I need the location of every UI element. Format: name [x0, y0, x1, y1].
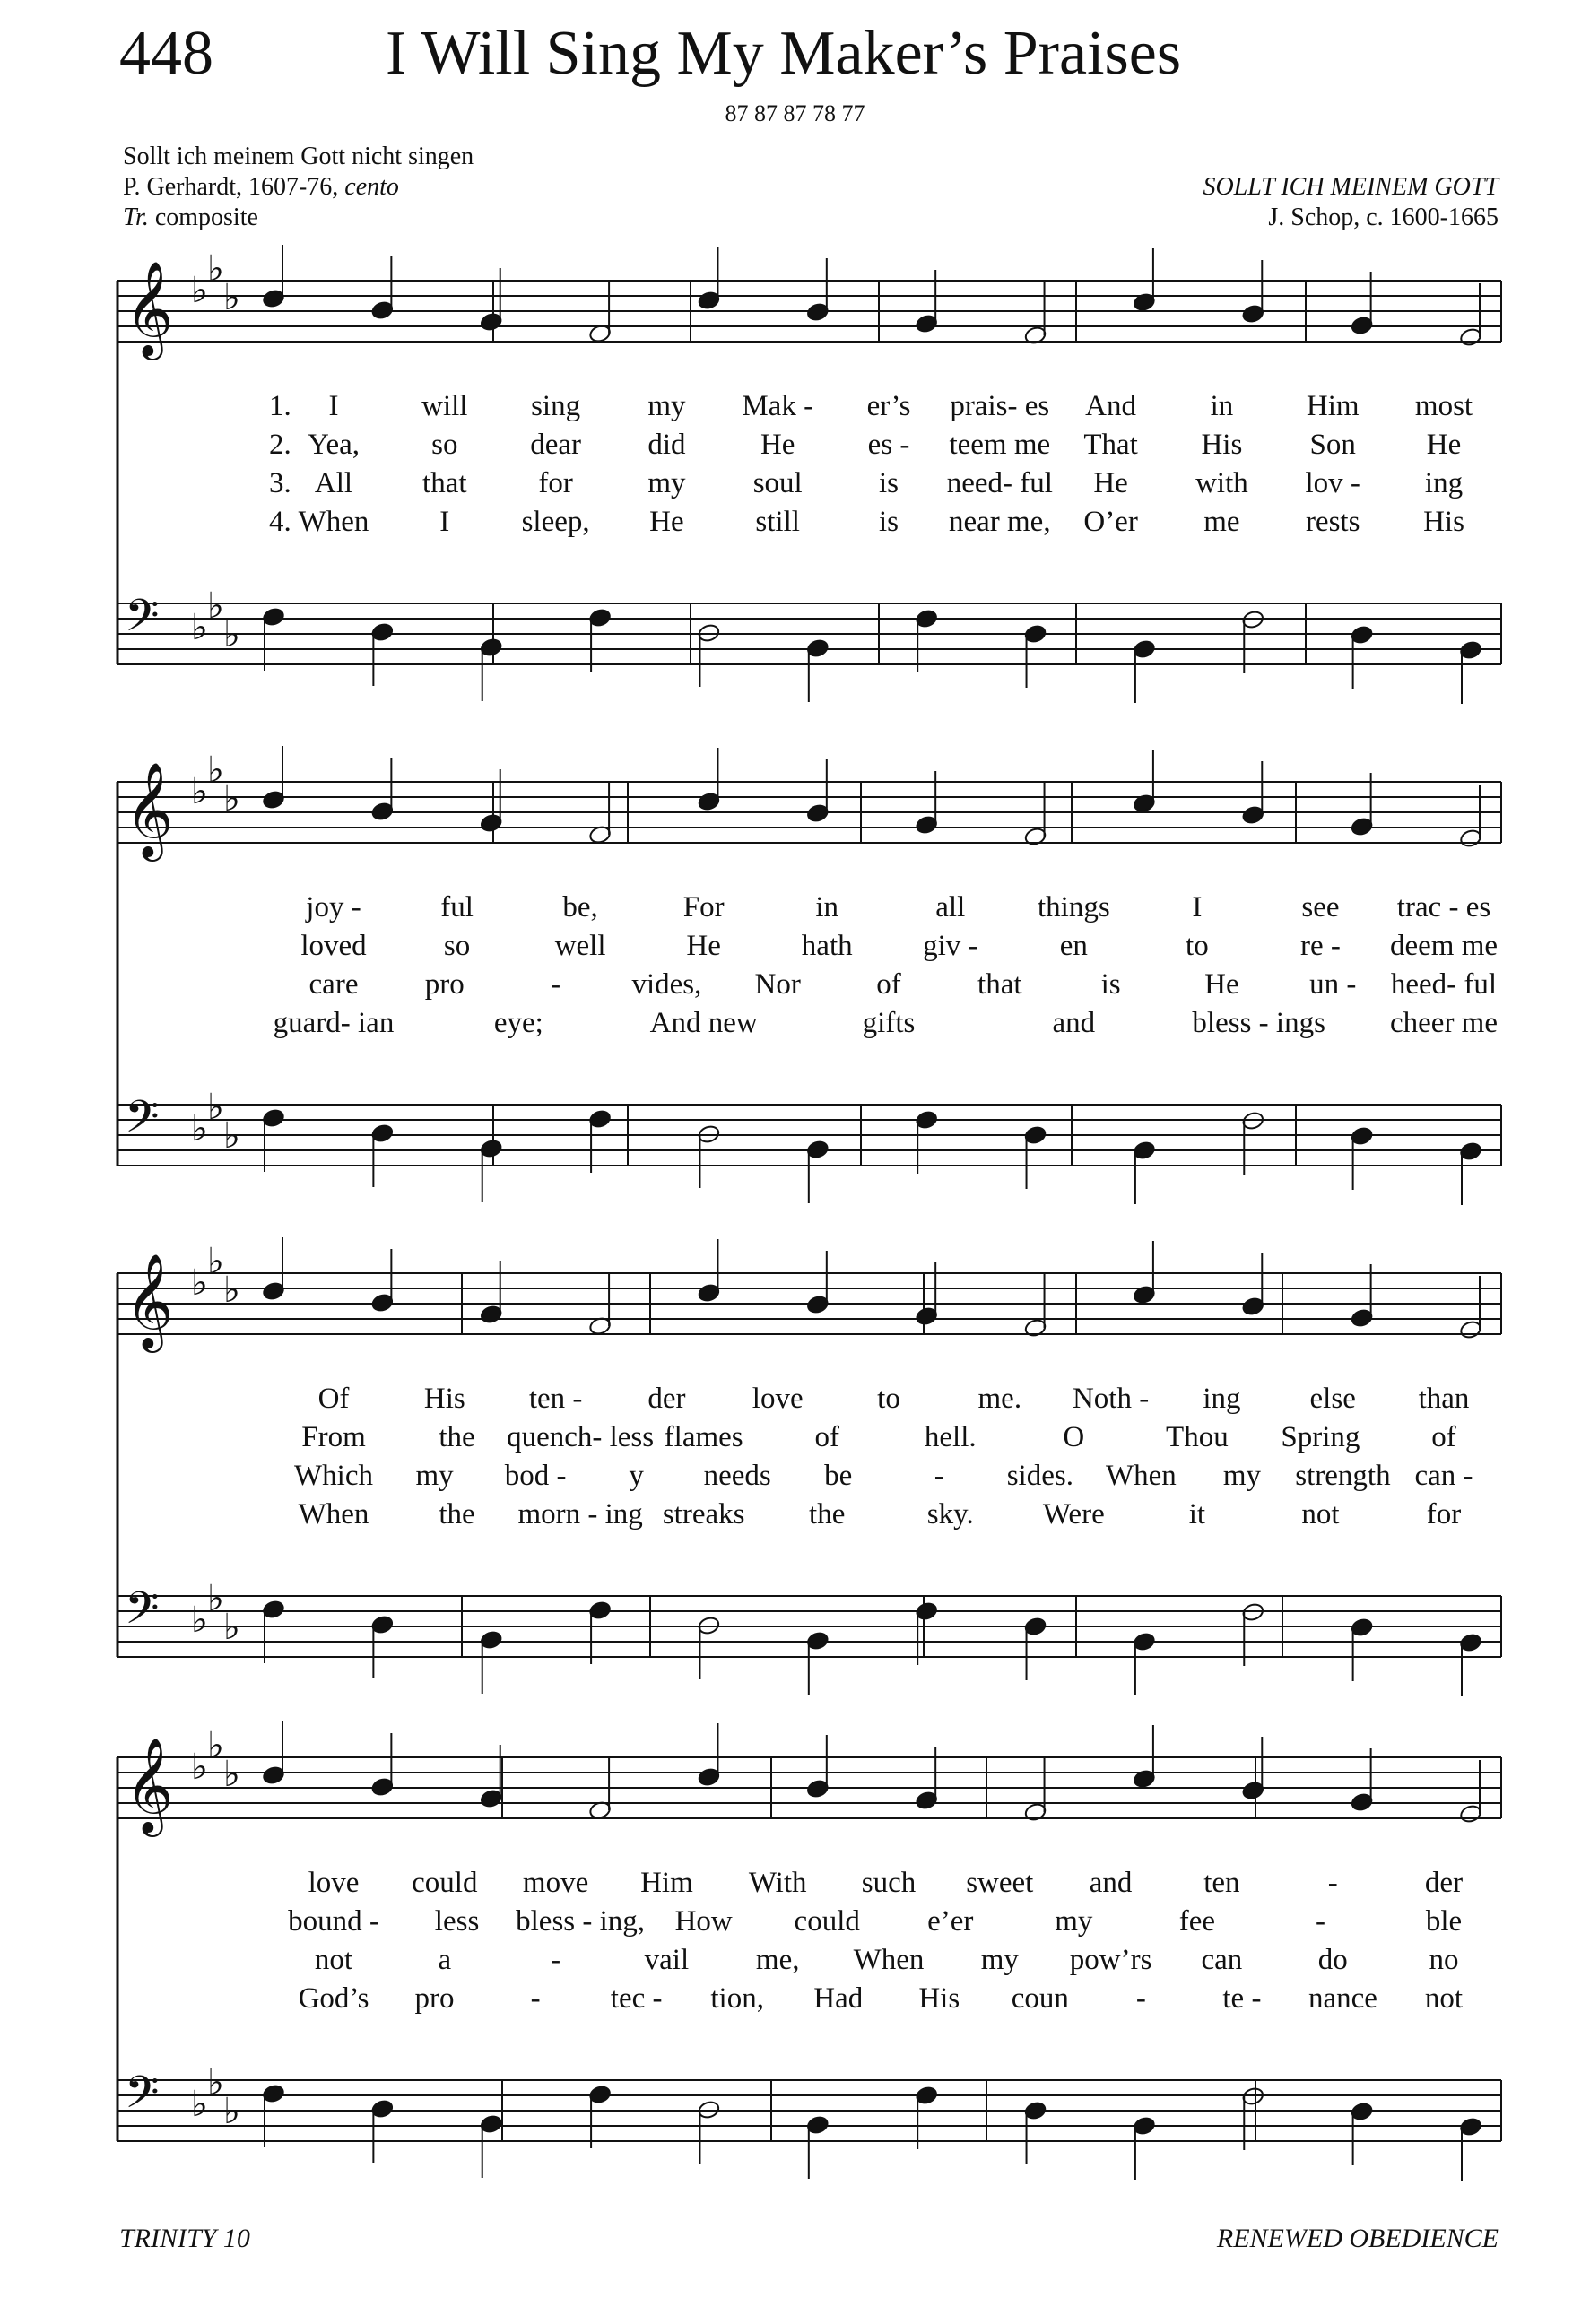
lyric-syllable: me. — [977, 1383, 1022, 1415]
lyric-syllable: bless - ings — [1192, 1007, 1325, 1039]
lyric-syllable: sky. — [926, 1498, 974, 1531]
lyric-syllable: move — [522, 1867, 589, 1899]
lyric-syllable: tion, — [710, 1982, 764, 2015]
lyric-syllable: All — [314, 467, 353, 499]
flat-icon: ♭ — [207, 585, 224, 627]
lyric-syllable: - — [1327, 1867, 1338, 1899]
lyric-syllable: my — [647, 390, 686, 422]
lyric-syllable: else — [1309, 1383, 1356, 1415]
lyric-syllable: it — [1188, 1498, 1206, 1531]
lyric-syllable: - — [1135, 1982, 1146, 2015]
lyric-syllable: ing — [1424, 467, 1464, 499]
lyric-syllable: lov - — [1305, 467, 1360, 499]
lyric-syllable: - — [551, 1944, 561, 1976]
lyric-syllable: the — [439, 1498, 475, 1531]
flat-icon: ♭ — [207, 1578, 224, 1619]
flat-icon: ♭ — [191, 270, 208, 311]
lyric-syllable: ful — [440, 891, 474, 924]
lyric-syllable: can — [1201, 1944, 1243, 1976]
lyric-syllable: see — [1301, 891, 1340, 924]
lyric-syllable: guard- ian — [273, 1007, 395, 1039]
flat-icon: ♭ — [207, 1087, 224, 1128]
lyric-syllable: Which — [294, 1460, 373, 1492]
flat-icon: ♭ — [191, 1262, 208, 1304]
lyric-syllable: te - — [1222, 1982, 1262, 2015]
flat-icon: ♭ — [191, 607, 208, 648]
translation-prefix: Tr. — [123, 204, 149, 231]
lyric-syllable: pro — [424, 968, 465, 1001]
flat-icon: ♭ — [223, 277, 240, 318]
lyric-syllable: be — [824, 1460, 853, 1492]
lyric-syllable: my — [415, 1460, 454, 1492]
lyric-syllable: so — [443, 930, 471, 962]
lyric-syllable: soul — [752, 467, 803, 499]
lyric-syllable: my — [1222, 1460, 1261, 1492]
lyric-syllable: Yea, — [307, 429, 361, 461]
lyric-syllable: the — [439, 1421, 475, 1453]
lyric-syllable: O — [1063, 1421, 1085, 1453]
lyric-syllable: He — [760, 429, 795, 461]
lyric-syllable: der — [1424, 1867, 1464, 1899]
lyric-syllable: things — [1037, 891, 1110, 924]
tune-name: SOLLT ICH MEINEM GOTT — [1203, 173, 1499, 201]
lyric-syllable: Spring — [1281, 1421, 1360, 1453]
lyric-syllable: heed- ful — [1390, 968, 1498, 1001]
lyric-syllable: needs — [703, 1460, 771, 1492]
lyric-syllable: His — [423, 1383, 465, 1415]
lyric-syllable: re - — [1299, 930, 1341, 962]
lyric-syllable: Thou — [1166, 1421, 1229, 1453]
lyric-syllable: can - — [1414, 1460, 1473, 1492]
flat-icon: ♭ — [207, 248, 224, 290]
lyric-syllable: vail — [644, 1944, 690, 1976]
lyric-syllable: that — [422, 467, 467, 499]
flat-icon: ♭ — [191, 771, 208, 812]
lyric-syllable: When — [853, 1944, 925, 1976]
lyric-syllable: er’s — [866, 390, 911, 422]
lyric-syllable: Him — [1306, 390, 1360, 422]
lyric-syllable: cheer me — [1390, 1007, 1498, 1039]
lyric-syllable: not — [314, 1944, 353, 1976]
lyric-syllable: is — [1100, 968, 1121, 1001]
lyric-syllable: coun — [1011, 1982, 1069, 2015]
lyric-syllable: der — [647, 1383, 686, 1415]
lyric-syllable: Him — [640, 1867, 693, 1899]
lyric-syllable: well — [554, 930, 606, 962]
lyric-syllable: and — [1052, 1007, 1096, 1039]
lyric-syllable: in — [1210, 390, 1234, 422]
lyric-syllable: I — [328, 390, 339, 422]
lyric-syllable: not — [1301, 1498, 1340, 1531]
lyric-syllable: less — [434, 1905, 480, 1938]
lyric-syllable: of — [1431, 1421, 1456, 1453]
lyric-syllable: flames — [664, 1421, 743, 1453]
lyric-syllable: loved — [300, 930, 367, 962]
lyric-syllable: With — [748, 1867, 807, 1899]
lyric-syllable: e’er — [927, 1905, 974, 1938]
lyric-syllable: quench- less — [507, 1421, 655, 1453]
flat-icon: ♭ — [223, 1270, 240, 1311]
flat-icon: ♭ — [207, 2062, 224, 2103]
lyric-syllable: giv - — [923, 930, 978, 962]
lyric-syllable: do — [1317, 1944, 1348, 1976]
lyric-syllable: He — [1093, 467, 1128, 499]
lyric-syllable: That — [1083, 429, 1138, 461]
lyric-syllable: joy - — [306, 891, 361, 924]
treble-clef-icon: 𝄞 — [125, 1737, 174, 1833]
lyric-syllable: sweet — [966, 1867, 1034, 1899]
lyric-syllable: His — [918, 1982, 960, 2015]
lyric-syllable: When — [1105, 1460, 1177, 1492]
treble-clef-icon: 𝄞 — [125, 1253, 174, 1348]
lyric-syllable: ten - — [528, 1383, 583, 1415]
verse-number: 3. — [269, 467, 291, 499]
lyric-syllable: Nor — [754, 968, 801, 1001]
lyric-syllable: Noth - — [1072, 1383, 1150, 1415]
lyric-syllable: the — [809, 1498, 846, 1531]
composer: J. Schop, c. 1600-1665 — [1268, 204, 1499, 231]
lyric-syllable: He — [649, 506, 684, 538]
lyric-syllable: Of — [317, 1383, 350, 1415]
lyric-syllable: When — [298, 506, 369, 538]
flat-icon: ♭ — [191, 1108, 208, 1149]
lyric-syllable: such — [861, 1867, 917, 1899]
meter: 87 87 87 78 77 — [725, 100, 865, 126]
verse-number: 2. — [269, 429, 291, 461]
lyric-syllable: in — [815, 891, 839, 924]
lyric-syllable: - — [530, 1982, 541, 2015]
lyric-syllable: love — [752, 1383, 804, 1415]
lyric-syllable: not — [1424, 1982, 1464, 2015]
lyric-syllable: of — [814, 1421, 839, 1453]
lyric-syllable: nance — [1308, 1982, 1377, 2015]
treble-clef-icon: 𝄞 — [125, 260, 174, 356]
lyric-syllable: prais- es — [950, 390, 1050, 422]
lyric-syllable: is — [878, 467, 899, 499]
lyric-syllable: eye; — [493, 1007, 543, 1039]
lyric-syllable: fee — [1178, 1905, 1216, 1938]
lyric-syllable: He — [1204, 968, 1239, 1001]
lyric-syllable: love — [308, 1867, 360, 1899]
lyric-syllable: will — [421, 390, 468, 422]
flat-icon: ♭ — [207, 750, 224, 791]
flat-icon: ♭ — [207, 1241, 224, 1282]
author: P. Gerhardt, 1607-76, — [123, 173, 339, 201]
verse-number: 1. — [269, 390, 291, 422]
lyric-syllable: my — [1055, 1905, 1093, 1938]
lyric-syllable: He — [1426, 429, 1462, 461]
lyric-syllable: me, — [755, 1944, 800, 1976]
translation: composite — [154, 204, 258, 231]
lyric-syllable: rests — [1305, 506, 1360, 538]
lyric-syllable: sides. — [1006, 1460, 1073, 1492]
lyric-syllable: deem me — [1389, 930, 1499, 962]
lyric-syllable: all — [935, 891, 966, 924]
lyric-syllable: I — [439, 506, 450, 538]
lyric-syllable: did — [647, 429, 686, 461]
lyric-syllable: near me, — [948, 506, 1051, 538]
lyric-syllable: hath — [801, 930, 853, 962]
flat-icon: ♭ — [223, 778, 240, 819]
flat-icon: ♭ — [191, 2084, 208, 2125]
footer-topic: RENEWED OBEDIENCE — [1216, 2224, 1499, 2253]
lyric-syllable: my — [647, 467, 686, 499]
lyric-syllable: tec - — [610, 1982, 663, 2015]
flat-icon: ♭ — [223, 1754, 240, 1795]
verse-number: 4. — [269, 506, 291, 538]
treble-clef-icon: 𝄞 — [125, 761, 174, 857]
lyric-syllable: is — [878, 506, 899, 538]
flat-icon: ♭ — [223, 614, 240, 655]
flat-icon: ♭ — [223, 1115, 240, 1157]
lyric-syllable: ten — [1203, 1867, 1240, 1899]
lyric-syllable: en — [1059, 930, 1088, 962]
flat-icon: ♭ — [191, 1747, 208, 1788]
lyric-syllable: vides, — [631, 968, 702, 1001]
author-note: cento — [344, 173, 399, 201]
bass-clef-icon: 𝄢 — [125, 1583, 160, 1645]
lyric-syllable: es - — [867, 429, 910, 461]
lyric-syllable: strength — [1295, 1460, 1391, 1492]
flat-icon: ♭ — [207, 1725, 224, 1766]
lyric-syllable: - — [551, 968, 561, 1001]
hymn-number: 448 — [119, 19, 213, 88]
lyric-syllable: morn - ing — [517, 1498, 643, 1531]
lyric-syllable: care — [308, 968, 359, 1001]
lyric-syllable: bless - ing, — [516, 1905, 646, 1938]
lyric-syllable: to — [877, 1383, 900, 1415]
lyric-syllable: and — [1089, 1867, 1133, 1899]
lyric-syllable: When — [298, 1498, 369, 1531]
lyric-syllable: me — [1203, 506, 1240, 538]
lyric-syllable: pow’rs — [1069, 1944, 1152, 1976]
lyric-syllable: with — [1195, 467, 1248, 499]
lyric-syllable: to — [1186, 930, 1209, 962]
lyric-syllable: gifts — [862, 1007, 916, 1039]
lyric-syllable: Had — [813, 1982, 864, 2015]
lyric-syllable: ing — [1203, 1383, 1241, 1415]
lyric-syllable: pro — [414, 1982, 455, 2015]
lyric-syllable: could — [794, 1905, 860, 1938]
lyric-syllable: From — [301, 1421, 366, 1453]
lyric-syllable: than — [1418, 1383, 1470, 1415]
lyric-syllable: bod - — [504, 1460, 567, 1492]
lyric-syllable: ble — [1425, 1905, 1463, 1938]
lyric-syllable: dear — [530, 429, 581, 461]
lyric-syllable: Mak - — [742, 390, 814, 422]
lyric-syllable: be, — [562, 891, 598, 924]
lyric-syllable: How — [674, 1905, 733, 1938]
lyric-syllable: And new — [649, 1007, 758, 1039]
flat-icon: ♭ — [191, 1600, 208, 1641]
lyric-syllable: for — [538, 467, 573, 499]
hymn-title: I Will Sing My Maker’s Praises — [386, 19, 1182, 88]
lyric-syllable: His — [1201, 429, 1243, 461]
lyric-syllable: sing — [531, 390, 581, 422]
lyric-syllable: un - — [1309, 968, 1357, 1001]
lyric-syllable: still — [755, 506, 800, 538]
lyric-syllable: He — [686, 930, 721, 962]
lyric-syllable: I — [1192, 891, 1203, 924]
lyric-syllable: And — [1085, 390, 1137, 422]
lyric-syllable: no — [1429, 1944, 1459, 1976]
lyric-syllable: a — [438, 1944, 452, 1976]
lyric-syllable: for — [1426, 1498, 1462, 1531]
flat-icon: ♭ — [223, 1607, 240, 1648]
lyric-syllable: O’er — [1083, 506, 1138, 538]
lyric-syllable: need- ful — [946, 467, 1053, 499]
lyric-syllable: - — [934, 1460, 944, 1492]
bass-clef-icon: 𝄢 — [125, 1091, 160, 1154]
lyric-syllable: teem me — [949, 429, 1051, 461]
lyric-syllable: hell. — [924, 1421, 977, 1453]
lyric-syllable: so — [431, 429, 458, 461]
lyric-syllable: most — [1414, 390, 1473, 422]
lyric-syllable: - — [1315, 1905, 1325, 1938]
lyric-syllable: God’s — [298, 1982, 369, 2015]
original-title: Sollt ich meinem Gott nicht singen — [123, 143, 474, 170]
lyric-syllable: For — [682, 891, 725, 924]
lyric-syllable: of — [876, 968, 901, 1001]
lyric-syllable: streaks — [662, 1498, 745, 1531]
lyric-syllable: y — [629, 1460, 644, 1492]
flat-icon: ♭ — [223, 2091, 240, 2132]
lyric-syllable: bound - — [288, 1905, 379, 1938]
bass-clef-icon: 𝄢 — [125, 2067, 160, 2129]
lyric-syllable: Were — [1042, 1498, 1105, 1531]
lyric-syllable: that — [977, 968, 1022, 1001]
lyric-syllable: trac - es — [1396, 891, 1491, 924]
bass-clef-icon: 𝄢 — [125, 590, 160, 653]
lyric-syllable: my — [980, 1944, 1019, 1976]
lyric-syllable: Son — [1309, 429, 1356, 461]
lyric-syllable: His — [1423, 506, 1464, 538]
footer-season: TRINITY 10 — [119, 2224, 250, 2253]
lyric-syllable: could — [412, 1867, 478, 1899]
lyric-syllable: sleep, — [521, 506, 590, 538]
